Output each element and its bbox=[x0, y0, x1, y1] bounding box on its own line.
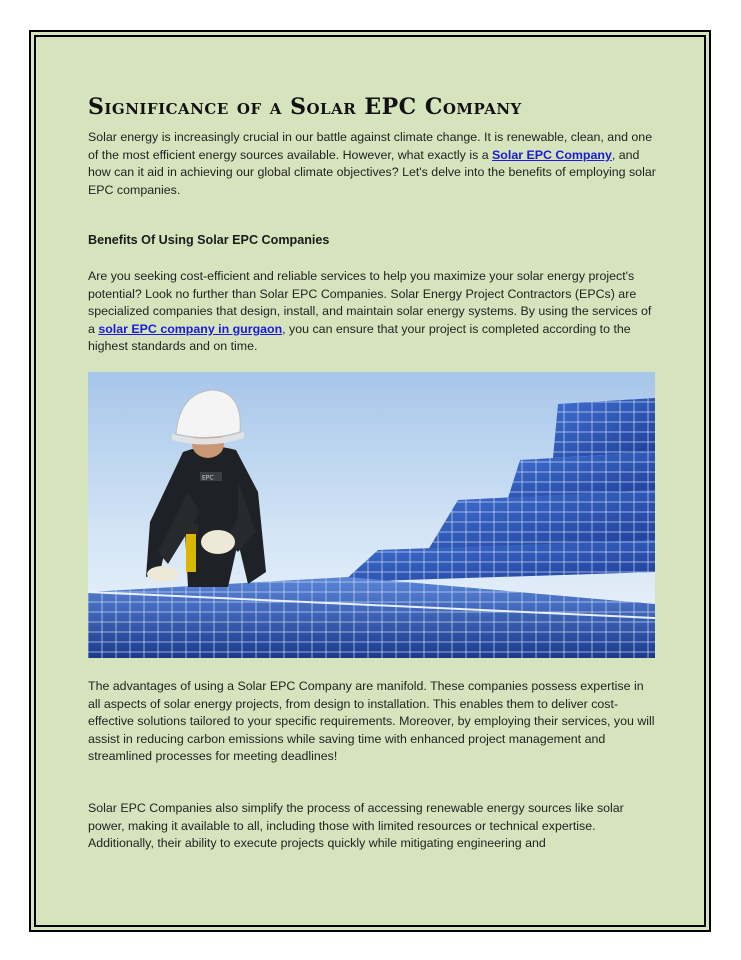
advantages-paragraph: The advantages of using a Solar EPC Company are manifold. These companies possess expertise in all aspects of solar energy projects, from design to installation. This enables them to deliver cost-effective solutions tailored to your specific requirements. Moreover, by employing their services, you will assist in reducing carbon emissions while saving time with enhanced project management and streamlined processes for meeting deadlines! bbox=[88, 679, 655, 764]
benefits-text-after: , you can ensure that your project is completed according to the highest standards and on time. bbox=[88, 321, 631, 354]
document-page bbox=[29, 30, 711, 932]
benefits-text-before: Are you seeking cost-efficient and reliable services to help you maximize your solar energy project's potential? Look no further than Solar EPC Companies. Solar Energy Project Contractors (EPCs) are specialized companies that design, install, and maintain solar energy systems. By using the services of a bbox=[88, 269, 652, 336]
solar-worker-photo bbox=[88, 372, 655, 658]
benefits-paragraph bbox=[88, 268, 658, 356]
access-paragraph: Solar EPC Companies also simplify the process of accessing renewable energy sources like solar power, making it available to all, including those with limited resources or technical expertise. Additionally, their ability to execute projects quickly while mitigating engineering and bbox=[88, 801, 624, 851]
intro-text-before: Solar energy is increasingly crucial in our battle against climate change. It is renewable, clean, and one of the most efficient energy sources available. However, what exactly is a bbox=[88, 130, 653, 162]
intro-paragraph bbox=[88, 129, 658, 199]
page-title: Significance of a Solar EPC Company bbox=[88, 94, 522, 120]
solar-photo-illustration bbox=[88, 372, 655, 658]
solar-epc-company-link[interactable]: Solar EPC Company bbox=[492, 147, 612, 162]
vest-logo: EPC bbox=[202, 474, 214, 482]
solar-epc-gurgaon-link[interactable]: solar EPC company in gurgaon bbox=[98, 321, 283, 336]
benefits-heading: Benefits Of Using Solar EPC Companies bbox=[88, 233, 330, 247]
intro-text-after: , and how can it aid in achieving our global climate objectives? Let's delve into the benefits of employing solar EPC companies. bbox=[88, 147, 656, 197]
